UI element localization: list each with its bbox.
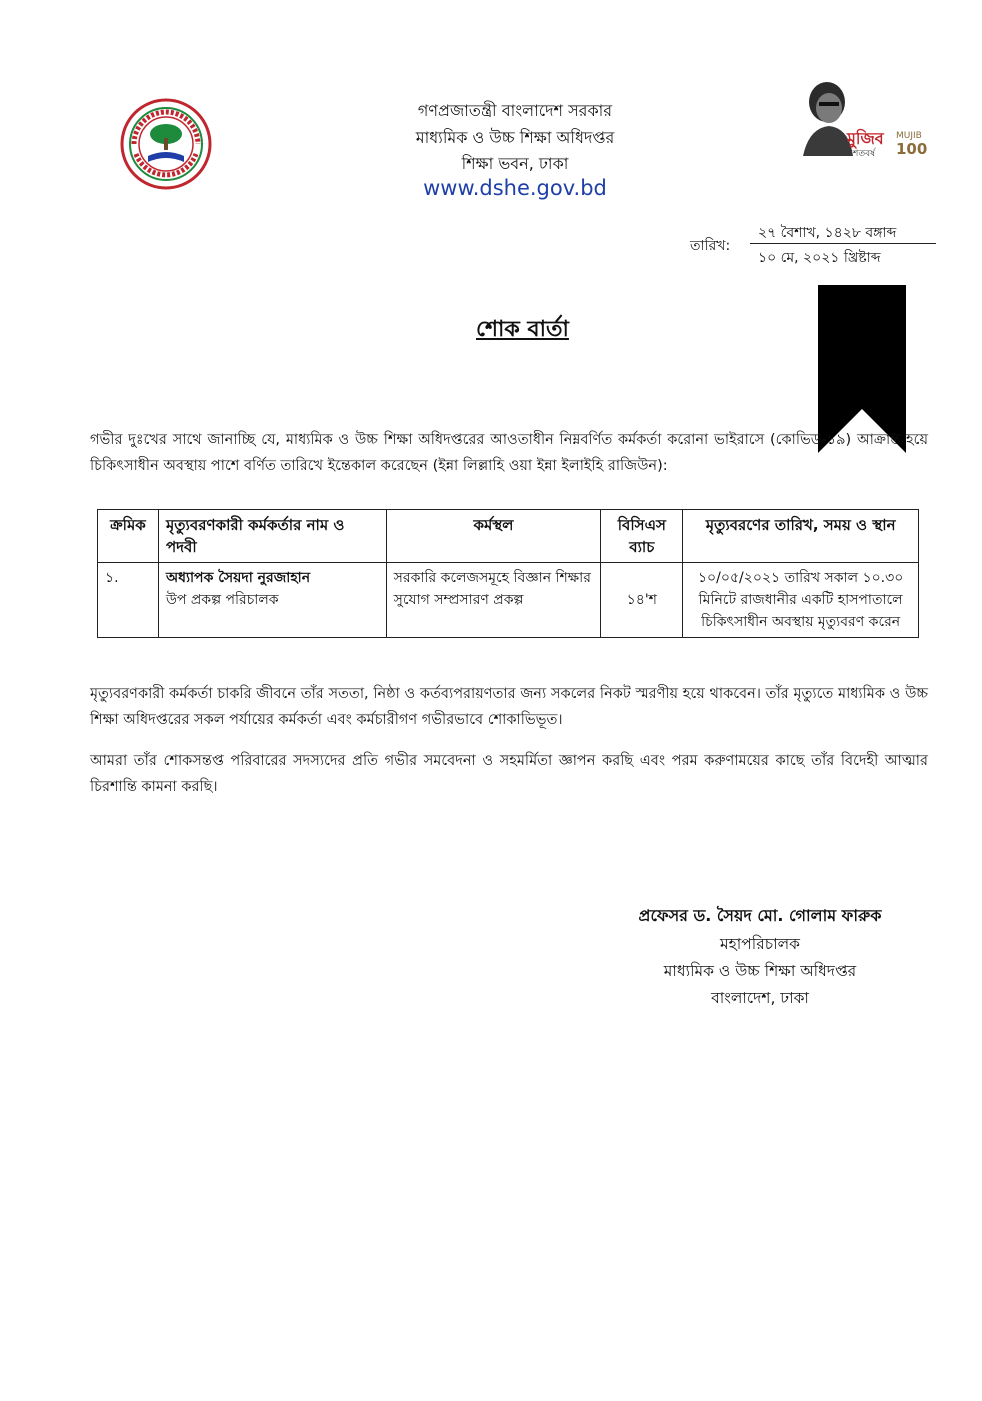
officer-designation: উপ প্রকল্প পরিচালক bbox=[165, 592, 279, 608]
table-header-row bbox=[98, 510, 919, 563]
header-government: গণপ্রজাতন্ত্রী বাংলাদেশ সরকার bbox=[417, 101, 613, 120]
date-bangla: ২৭ বৈশাখ, ১৪২৮ বঙ্গাব্দ bbox=[758, 225, 897, 241]
col-header-batch: বিসিএস ব্যাচ bbox=[601, 510, 683, 563]
date-label: তারিখ: bbox=[690, 238, 731, 254]
mujib-100-logo-icon bbox=[795, 76, 928, 166]
mujib-number: 100 bbox=[896, 140, 928, 158]
signatory-location: বাংলাদেশ, ঢাকা bbox=[711, 989, 809, 1007]
mujib-text: মুজিব bbox=[847, 129, 884, 148]
header-address: শিক্ষা ভবন, ঢাকা bbox=[461, 154, 569, 173]
col-header-serial: ক্রমিক bbox=[98, 510, 159, 563]
signatory-office: মাধ্যমিক ও উচ্চ শিক্ষা অধিদপ্তর bbox=[663, 962, 857, 980]
intro-paragraph: গভীর দুঃখের সাথে জানাচ্ছি যে, মাধ্যমিক ও উচ্চ শিক্ষা অধিদপ্তরের আওতাধীন নিম্নবর্ণিত কর্মকর্তা করোনা ভাইরাসে (কোভিড-১৯) আক্রান্ত হয়ে চিকিৎসাধীন অবস্থায় পাশে বর্ণিত তারিখে ইন্তেকাল করেছেন (ইন্না লিল্লাহি ওয়া ইন্না ইলাইহি রাজিউন): bbox=[90, 432, 928, 474]
header-directorate: মাধ্যমিক ও উচ্চ শিক্ষা অধিদপ্তর bbox=[415, 128, 615, 147]
dshe-emblem-icon bbox=[120, 98, 212, 190]
cell-batch: ১৪'শ bbox=[601, 563, 683, 638]
cell-name bbox=[158, 563, 386, 638]
cell-workplace: সরকারি কলেজসমূহে বিজ্ঞান শিক্ষার সুযোগ সম্প্রসারণ প্রকল্প bbox=[386, 563, 601, 638]
obituary-table bbox=[97, 509, 919, 638]
col-header-workplace: কর্মস্থল bbox=[386, 510, 601, 563]
cell-serial: ১. bbox=[98, 563, 159, 638]
remembrance-paragraph: মৃত্যুবরণকারী কর্মকর্তা চাকরি জীবনে তাঁর সততা, নিষ্ঠা ও কর্তব্যপরায়ণতার জন্য সকলের নিকট স্মরণীয় হয়ে থাকবেন। তাঁর মৃত্যুতে মাধ্যমিক ও উচ্চ শিক্ষা অধিদপ্তরের সকল পর্যায়ের কর্মকর্তা এবং কর্মচারীগণ গভীরভাবে শোকাভিভূত। bbox=[90, 686, 928, 728]
date-english: ১০ মে, ২০২১ খ্রিষ্টাব্দ bbox=[758, 250, 881, 266]
officer-name: অধ্যাপক সৈয়দা নুরজাহান bbox=[165, 570, 311, 586]
col-header-name: মৃত্যুবরণকারী কর্মকর্তার নাম ও পদবী bbox=[158, 510, 386, 563]
mujib-sub-text: শতবর্ষ bbox=[853, 149, 876, 159]
table-row bbox=[98, 563, 919, 638]
mujib-en-text: MUJIB bbox=[896, 131, 922, 141]
date-divider bbox=[750, 243, 936, 244]
signatory-name: প্রফেসর ড. সৈয়দ মো. গোলাম ফারুক bbox=[638, 906, 882, 925]
cell-death: ১০/০৫/২০২১ তারিখ সকাল ১০.৩০ মিনিটে রাজধানীর একটি হাসপাতালে চিকিৎসাধীন অবস্থায় মৃত্যুবরণ করেন bbox=[683, 563, 919, 638]
col-header-death: মৃত্যুবরণের তারিখ, সময় ও স্থান bbox=[683, 510, 919, 563]
header-website-link[interactable]: www.dshe.gov.bd bbox=[423, 176, 607, 200]
signatory-title: মহাপরিচালক bbox=[720, 935, 800, 953]
condolence-paragraph: আমরা তাঁর শোকসন্তপ্ত পরিবারের সদস্যদের প্রতি গভীর সমবেদনা ও সহমর্মিতা জ্ঞাপন করছি এবং পরম করুণাময়ের কাছে তাঁর বিদেহী আত্মার চিরশান্তি কামনা করছি। bbox=[90, 753, 928, 795]
page-title: শোক বার্তা bbox=[476, 317, 569, 342]
